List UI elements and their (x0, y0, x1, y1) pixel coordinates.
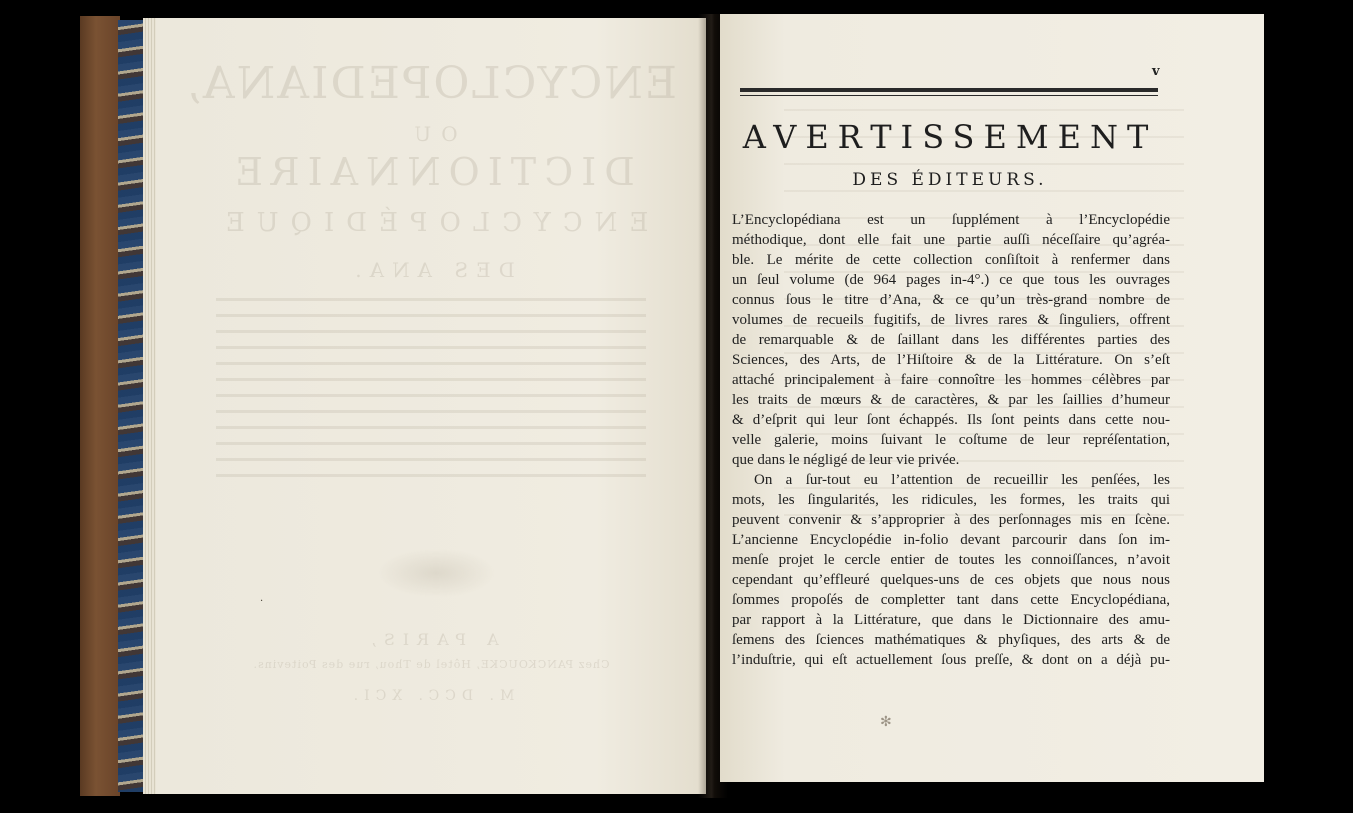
text-line: menſe projet le cercle entier de toutes les connoiſſances, n’avoit (732, 552, 1170, 568)
header-rule-thick (740, 88, 1158, 92)
marbled-endpaper (118, 20, 144, 792)
text-line: attaché principalement à faire connoître les hommes célèbres par (732, 372, 1170, 388)
page-edges (143, 18, 157, 794)
left-page (156, 18, 706, 794)
text-line: mots, les ſingularités, les ridicules, les formes, les traits qui (732, 492, 1170, 508)
text-line: les traits de mœurs & de caractères, & par les ſaillies d’humeur (732, 392, 1170, 408)
text-line: Sciences, des Arts, de l’Hiſtoire & de la Littérature. On s’eſt (732, 352, 1170, 368)
body-text (732, 210, 1170, 670)
text-line: ble. Le mérite de cette collection conſiſtoit à renfermer dans (732, 252, 1170, 268)
library-stamp: ✻ (880, 714, 892, 730)
text-line: velle galerie, moins ſuivant le coſtume de leur repréſentation, (732, 432, 1170, 448)
text-line: peuvent convenir & s’approprier à des perſonnages mis en ſcène. (732, 512, 1170, 528)
header-rule (740, 88, 1158, 98)
vignette-ornament (376, 548, 496, 598)
showthrough-line: Chez PANCKOUCKE, Hôtel de Thou, rue des Poitevins. (252, 658, 610, 671)
text-line: cependant qu’effleuré quelques-uns de ces objets que nous nous (732, 572, 1170, 588)
showthrough-text-block (216, 298, 646, 478)
text-line: un ſeul volume (de 964 pages in-4°.) ce que tous les ouvrages (732, 272, 1170, 288)
showthrough-line: OU (404, 122, 458, 146)
text-line: ſemens des ſciences mathématiques & phyſiques, des arts & de (732, 632, 1170, 648)
page-subtitle: DES ÉDITEURS. (852, 170, 1048, 190)
open-book (80, 14, 1272, 798)
book-cover-edge (80, 16, 120, 796)
text-line: ſommes propoſés de completter tant dans cette Encyclopédiana, (732, 592, 1170, 608)
text-line: que dans le négligé de leur vie privée. (732, 452, 960, 468)
text-line: méthodique, dont elle fait une partie auſſi néceſſaire qu’agréa- (732, 232, 1170, 248)
text-line: l’induſtrie, qui eſt actuellement ſous preſſe, & dont on a déjà pu- (732, 652, 1170, 668)
showthrough-line: DICTIONNAIRE (227, 150, 635, 194)
showthrough-line: M. DCC. XCI. (347, 688, 515, 704)
right-page (720, 14, 1264, 782)
showthrough-line: ENCYCLOPEDIANA, (185, 58, 677, 109)
text-line: par rapport à la Littérature, que dans le Dictionnaire des amu- (732, 612, 1170, 628)
header-rule-thin (740, 95, 1158, 96)
page-number: v (1152, 64, 1160, 79)
text-line: & d’eſprit qui leur ſont échappés. Ils ſont peints dans cette nou- (732, 412, 1170, 428)
text-line: volumes de recueils fugitifs, de livres rares & ſinguliers, offrent (732, 312, 1170, 328)
ink-speck: · (260, 596, 264, 607)
text-line: de remarquable & de ſaillant dans les différentes parties des (732, 332, 1170, 348)
showthrough-line: DES ANA. (347, 258, 515, 282)
page-title: AVERTISSEMENT (742, 118, 1158, 156)
showthrough-line: ENCYCLOPÉDIQUE (213, 208, 649, 238)
text-line: L’Encyclopédiana est un ſupplément à l’Encyclopédie (732, 212, 1170, 228)
text-line: connus ſous le titre d’Ana, & ce qu’un très-grand nombre de (732, 292, 1170, 308)
text-line: L’ancienne Encyclopédie in-folio devant parcourir dans ſon im- (732, 532, 1170, 548)
showthrough-line: A PARIS, (363, 630, 499, 649)
text-line: On a ſur-tout eu l’attention de recueillir les penſées, les (754, 472, 1170, 488)
title-page-showthrough (156, 18, 706, 794)
